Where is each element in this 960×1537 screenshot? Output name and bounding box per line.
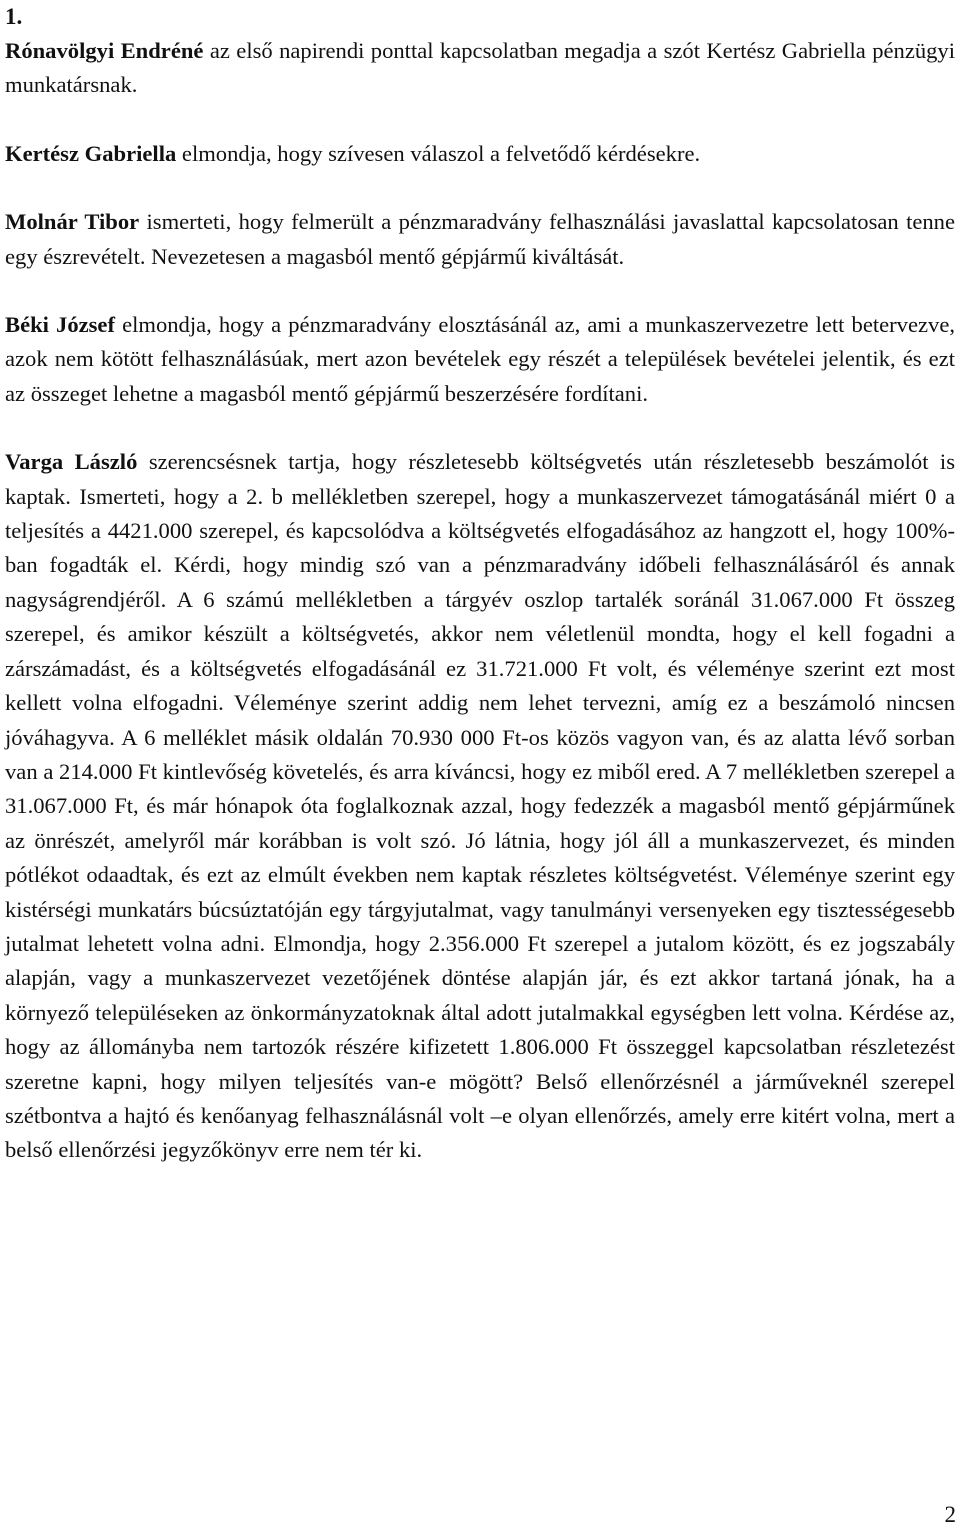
speaker-name: Rónavölgyi Endréné [5, 38, 204, 63]
paragraph-kertesz [5, 137, 955, 171]
document-page [5, 0, 955, 1202]
paragraph-text: elmondja, hogy a pénzmaradvány elosztásánál az, ami a munkaszervezetre lett betervezve, azok nem kötött felhasználásúak, mert azon bevételek egy részét a települések bevételei jelentik, és ezt az összeget lehetne a magasból mentő gépjármű beszerzésére fordítani. [5, 312, 956, 406]
paragraph-text: ismerteti, hogy felmerült a pénzmaradvány felhasználási javaslattal kapcsolatosan tenne egy észrevételt. Nevezetesen a magasból mentő gépjármű kiváltását. [5, 209, 955, 269]
paragraph-varga [5, 445, 955, 1168]
speaker-name: Molnár Tibor [5, 209, 140, 235]
speaker-name: Béki József [5, 312, 115, 338]
paragraph-ronavolgyi [5, 34, 955, 103]
agenda-item-number: 1. [5, 4, 23, 29]
paragraph-beki [5, 308, 955, 411]
speaker-name: Varga László [5, 449, 138, 475]
paragraph-text: elmondja, hogy szívesen válaszol a felvetődő kérdésekre. [176, 140, 701, 166]
speaker-name: Kertész Gabriella [5, 140, 177, 166]
paragraph-text: szerencsésnek tartja, hogy részletesebb költségvetés után részletesebb beszámolót is kaptak. Ismerteti, hogy a 2. b mellékletben szerepel, hogy a munkaszervezet támogatásánál miért 0 a teljesítés a 4421.000 szerepel, és kapcsolódva a költségvetés elfogadásához az hangzott el, hogy 100%-ban fogadták el. Kérdi, hogy mindig szó van a pénzmaradvány időbeli felhasználásáról és annak nagyságrendjéről. A 6 számú mellékletben a tárgyév oszlop tartalék soránál 31.067.000 Ft összeg szerepel, és amikor készült a költségvetés, akkor nem véletlenül mondta, hogy el kell fogadni a zárszámadást, és a költségvetés elfogadásánál ez 31.721.000 Ft volt, és véleménye szerint ezt most kellett volna elfogadni. Véleménye szerint addig nem lehet tervezni, amíg ez a beszámoló nincsen jóváhagyva. A 6 melléklet másik oldalán 70.930 000 Ft-os közös vagyon van, és az alatta lévő sorban van a 214.000 Ft kintlevőség követelés, és arra kíváncsi, hogy ez miből ered. A 7 mellékletben szerepel a 31.067.000 Ft, és már hónapok óta foglalkoznak azzal, hogy fedezzék a magasból mentő gépjárműnek az önrészét, amelyről már korábban is volt szó. Jó látnia, hogy jól áll a munkaszervezet, és minden pótlékot odaadtak, és ezt az elmúlt években nem kaptak részletes költségvetést. Véleménye szerint egy kistérségi munkatárs búcsúztatóján egy tárgyjutalmat, vagy tanulmányi versenyeken egy tisztességesebb jutalmat lehetett volna adni. Elmondja, hogy 2.356.000 Ft szerepel a jutalom között, és ez jogszabály alapján, vagy a munkaszervezet vezetőjének döntése alapján jár, és ezt akkor tartaná jónak, ha a környező településeken az önkormányzatoknak által adott jutalmakkal egységben lett volna. Kérdése az, hogy az állományba nem tartozók részére kifizetett 1.806.000 Ft összeggel kapcsolatban részletezést szeretne kapni, hogy milyen teljesítés van-e mögött? Belső ellenőrzésnél a járműveknél szerepel szétbontva a hajtó és kenőanyag felhasználásnál volt –e olyan ellenőrzés, amely erre kitért volna, mert a belső ellenőrzési jegyzőkönyv erre nem tér ki. [5, 449, 955, 1163]
paragraph-molnar [5, 205, 955, 274]
paragraph-text: az első napirendi ponttal kapcsolatban megadja a szót Kertész Gabriella pénzügyi munkatársnak. [5, 38, 956, 98]
page-number: 2 [944, 1502, 956, 1527]
